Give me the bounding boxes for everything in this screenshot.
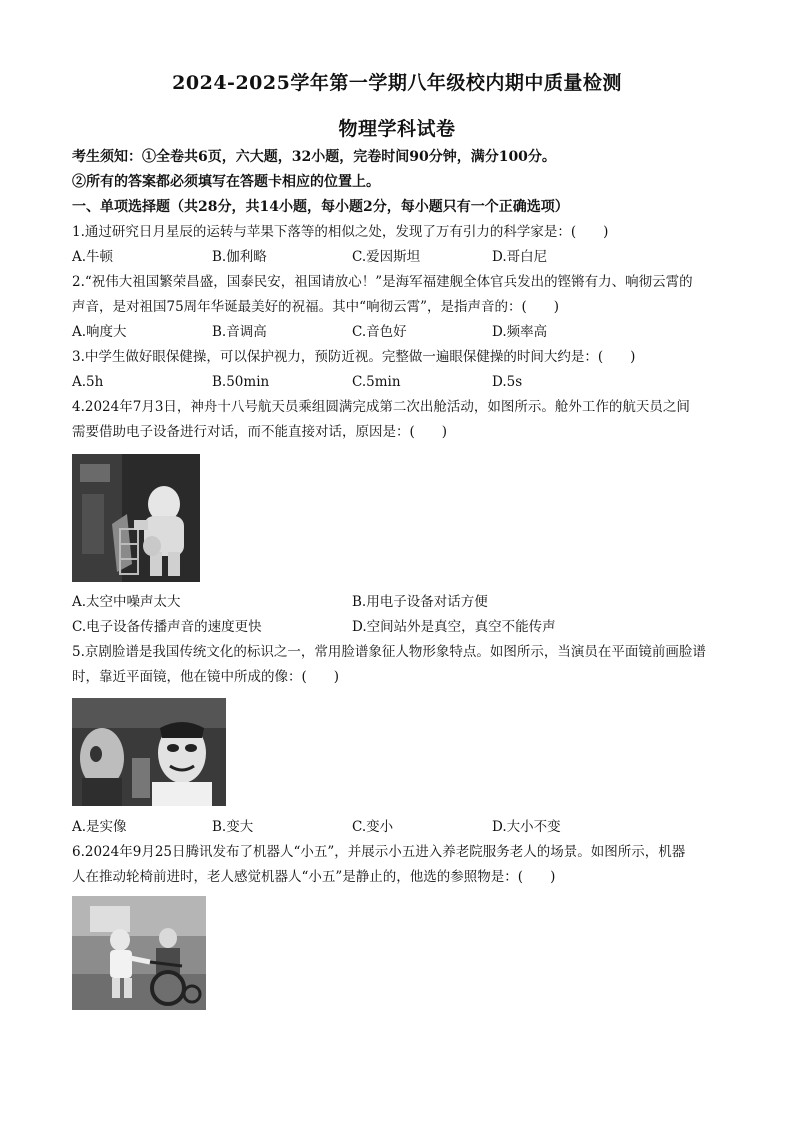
robot-wheelchair-photo	[72, 896, 206, 1010]
notice-line-1: 考生须知：①全卷共6页，六大题，32小题，完卷时间90分钟，满分100分。	[72, 149, 556, 165]
question-6-stem-line-1: 6.2024年9月25日腾讯发布了机器人“小五”，并展示小五进入养老院服务老人的场景。如图所示，机器	[72, 844, 686, 860]
question-4-option-d: D.空间站外是真空，真空不能传声	[352, 619, 556, 635]
question-5-option-a: A.是实像	[72, 819, 127, 835]
question-4-option-b: B.用电子设备对话方便	[352, 594, 488, 610]
question-2-option-b: B.音调高	[212, 324, 267, 340]
notice-line-2: ②所有的答案都必须填写在答题卡相应的位置上。	[72, 174, 380, 190]
question-1-option-d: D.哥白尼	[492, 249, 548, 265]
question-3-option-d: D.5s	[492, 374, 523, 390]
question-1-option-a: A.牛顿	[72, 249, 114, 265]
question-4-stem-line-1: 4.2024年7月3日，神舟十八号航天员乘组圆满完成第二次出舱活动，如图所示。舱外工作的航天员之间	[72, 399, 690, 415]
question-2-option-d: D.频率高	[492, 324, 548, 340]
question-1-option-c: C.爱因斯坦	[352, 249, 421, 265]
question-3-stem: 3.中学生做好眼保健操，可以保护视力，预防近视。完整做一遍眼保健操的时间大约是：( )	[72, 349, 636, 365]
section-heading: 一、单项选择题（共28分，共14小题，每小题2分，每小题只有一个正确选项）	[72, 199, 569, 215]
question-1-stem: 1.通过研究日月星辰的运转与苹果下落等的相似之处，发现了万有引力的科学家是：( )	[72, 224, 609, 240]
exam-title: 2024-2025学年第一学期八年级校内期中质量检测	[172, 72, 622, 94]
question-3-option-a: A.5h	[72, 374, 104, 390]
question-2-stem-line-2: 声音，是对祖国75周年华诞最美好的祝福。其中“响彻云霄”，是指声音的：( )	[72, 299, 560, 315]
question-2-stem-line-1: 2.“祝伟大祖国繁荣昌盛，国泰民安，祖国请放心！”是海军福建舰全体官兵发出的铿锵有力、响彻云霄的	[72, 274, 693, 290]
question-2-option-a: A.响度大	[72, 324, 127, 340]
question-5-option-b: B.变大	[212, 819, 254, 835]
question-3-option-c: C.5min	[352, 374, 401, 390]
question-2-option-c: C.音色好	[352, 324, 407, 340]
astronaut-photo	[72, 454, 200, 582]
opera-mirror-photo	[72, 698, 226, 806]
question-3-option-b: B.50min	[212, 374, 270, 390]
question-4-option-c: C.电子设备传播声音的速度更快	[72, 619, 262, 635]
exam-subtitle: 物理学科试卷	[338, 118, 456, 140]
question-5-stem-line-1: 5.京剧脸谱是我国传统文化的标识之一，常用脸谱象征人物形象特点。如图所示，当演员在平面镜前画脸谱	[72, 644, 706, 660]
question-5-stem-line-2: 时，靠近平面镜，他在镜中所成的像：( )	[72, 669, 340, 685]
question-6-stem-line-2: 人在推动轮椅前进时，老人感觉机器人“小五”是静止的，他选的参照物是：( )	[72, 869, 556, 885]
question-4-stem-line-2: 需要借助电子设备进行对话，而不能直接对话，原因是：( )	[72, 424, 448, 440]
question-4-option-a: A.太空中噪声太大	[72, 594, 181, 610]
question-1-option-b: B.伽利略	[212, 249, 267, 265]
question-5-option-c: C.变小	[352, 819, 394, 835]
question-5-option-d: D.大小不变	[492, 819, 561, 835]
